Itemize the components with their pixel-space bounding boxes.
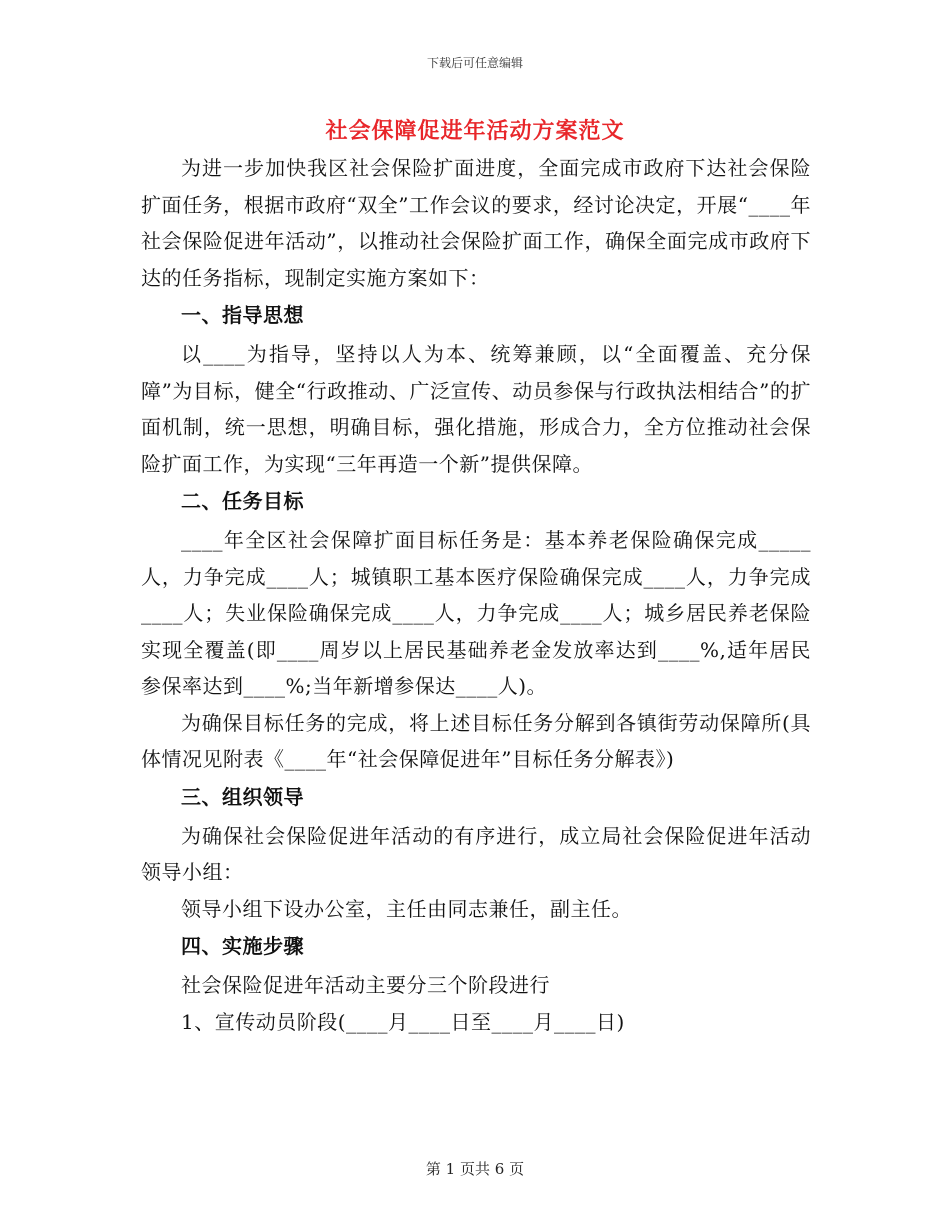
guiding-paragraph: 以____为指导，坚持以人为本、统筹兼顾，以“全面覆盖、充分保障”为目标，健全“行政推动、广泛宣传、动员参保与行政执法相结合”的扩面机制，统一思想，明确目标，强化措施，形成合力，全方位推动社会保险扩面工作，为实现“三年再造一个新”提供保障。 — [141, 342, 811, 476]
section-heading-tasks: 二、任务目标 — [181, 489, 304, 513]
document-title: 社会保障促进年活动方案范文 — [325, 119, 625, 144]
page-footer: 第 1 页共 6 页 — [425, 1160, 525, 1178]
section-heading-organization: 三、组织领导 — [181, 784, 304, 809]
organization-paragraph-2: 领导小组下设办公室，主任由同志兼任，副主任。 — [181, 896, 632, 921]
steps-paragraph-2: 1、宣传动员阶段(____月____日至____月____日) — [181, 1009, 625, 1034]
document-body — [141, 150, 811, 1040]
organization-paragraph-1: 为确保社会保险促进年活动的有序进行，成立局社会保险促进年活动领导小组： — [141, 823, 811, 884]
section-heading-guiding: 一、指导思想 — [181, 303, 304, 327]
page-header: 下载后可任意编辑 — [426, 56, 523, 70]
tasks-paragraph-2: 为确保目标任务的完成，将上述目标任务分解到各镇街劳动保障所(具体情况见附表《____年“社会保障促进年”目标任务分解表》) — [141, 710, 811, 771]
intro-paragraph: 为进一步加快我区社会保险扩面进度，全面完成市政府下达社会保险扩面任务，根据市政府“双全”工作会议的要求，经讨论决定，开展“____年社会保险促进年活动”，以推动社会保险扩面工作，确保全面完成市政府下达的任务指标，现制定实施方案如下： — [141, 156, 811, 290]
section-heading-steps: 四、实施步骤 — [181, 934, 304, 958]
tasks-paragraph-1: ____年全区社会保障扩面目标任务是：基本养老保险确保完成_____人，力争完成____人；城镇职工基本医疗保险确保完成____人，力争完成____人；失业保险确保完成____人，力争完成____人；城乡居民养老保险实现全覆盖(即____周岁以上居民基础养老金发放率达到____%,适年居民参保率达到____%;当年新增参保达____人)。 — [141, 528, 811, 698]
steps-paragraph-1: 社会保险促进年活动主要分三个阶段进行 — [181, 973, 550, 997]
